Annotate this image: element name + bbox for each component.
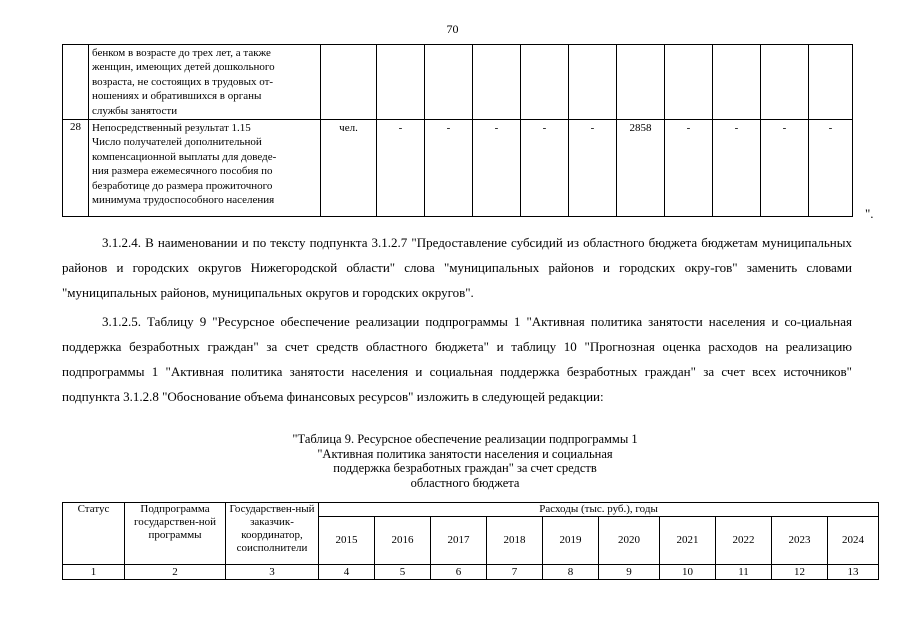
value-cell: - <box>425 120 473 217</box>
table-row <box>63 120 853 217</box>
value-cell: - <box>569 120 617 217</box>
value-cell: - <box>473 120 521 217</box>
column-number: 5 <box>375 565 431 580</box>
row-description-cell <box>89 120 321 217</box>
value-cell: - <box>665 120 713 217</box>
header-subprogram: Подпрограмма государствен-ной программы <box>125 503 226 565</box>
paragraph-text: 3.1.2.5. Таблицу 9 "Ресурсное обеспечение реализации подпрограммы 1 "Активная политика занятости населения и со-циальная поддержка безработных граждан" за счет средств областного бюджета" и таблицу 10 "Прогнозная оценка расходов на реализацию подпрограммы 1 "Активная политика занятости населения и социальная поддержка безработных граждан" за счет всех источников" подпункта 3.1.2.8 "Обоснование объема финансовых ресурсов" изложить в следующей редакции: <box>62 314 852 404</box>
header-expenses: Расходы (тыс. руб.), годы <box>319 503 879 517</box>
row-number: 28 <box>63 120 89 217</box>
text-line: минимума трудоспособного населения <box>92 194 275 207</box>
page-number: 70 <box>446 22 459 36</box>
header-customer: Государствен-ный заказчик-координатор, соисполнители <box>226 503 319 565</box>
column-number: 8 <box>543 565 599 580</box>
title-line: "Таблица 9. Ресурсное обеспечение реализации подпрограммы 1 <box>292 432 638 446</box>
header-status: Статус <box>63 503 125 565</box>
header-year: 2016 <box>375 517 431 565</box>
column-number: 6 <box>431 565 487 580</box>
header-year: 2020 <box>599 517 660 565</box>
paragraph-3-1-2-4 <box>62 230 852 305</box>
value-cell: - <box>521 120 569 217</box>
text-line: женщин, имеющих детей дошкольного <box>92 61 275 74</box>
value-cell: - <box>377 120 425 217</box>
title-line: "Активная политика занятости населения и социальная <box>317 446 613 461</box>
header-year: 2019 <box>543 517 599 565</box>
row-description-cell <box>89 45 321 120</box>
header-year: 2021 <box>660 517 716 565</box>
header-year: 2018 <box>487 517 543 565</box>
text-line: компенсационной выплаты для доведе- <box>92 150 277 163</box>
text-line: службы занятости <box>92 104 178 117</box>
column-number: 10 <box>660 565 716 580</box>
table9-title <box>260 432 670 490</box>
title-line: областного бюджета <box>410 475 520 490</box>
table9 <box>62 502 879 580</box>
header-row <box>63 503 879 517</box>
column-number: 13 <box>828 565 879 580</box>
column-number: 4 <box>319 565 375 580</box>
header-year: 2024 <box>828 517 879 565</box>
column-number: 11 <box>716 565 772 580</box>
column-numbers-row <box>63 565 879 580</box>
header-year: 2015 <box>319 517 375 565</box>
column-number: 2 <box>125 565 226 580</box>
header-year: 2023 <box>772 517 828 565</box>
header-year: 2022 <box>716 517 772 565</box>
column-number: 9 <box>599 565 660 580</box>
column-number: 3 <box>226 565 319 580</box>
paragraph-3-1-2-5 <box>62 309 852 409</box>
value-cell: 2858 <box>617 120 665 217</box>
text-line: бенком в возрасте до трех лет, а также <box>92 47 271 59</box>
column-number: 1 <box>63 565 125 580</box>
value-cell: - <box>713 120 761 217</box>
text-line: Непосредственный результат 1.15 <box>92 122 251 134</box>
paragraph-text: 3.1.2.4. В наименовании и по тексту подпункта 3.1.2.7 "Предоставление субсидий из областного бюджета бюджетам муниципальных районов и городских округов Нижегородской области" слова "муниципальных районов и городских окру-гов" заменить словами "муниципальных районов, муниципальных округов и городских округов". <box>62 235 852 300</box>
unit-cell: чел. <box>321 120 377 217</box>
table-row <box>63 45 853 120</box>
value-cell: - <box>809 120 853 217</box>
text-line: ношениях и обратившихся в органы <box>92 90 262 103</box>
text-line: возраста, не состоящих в трудовых от- <box>92 75 274 88</box>
text-line: Число получателей дополнительной <box>92 136 262 149</box>
header-year: 2017 <box>431 517 487 565</box>
text-line: ния размера ежемесячного пособия по <box>92 165 273 178</box>
closing-quote: ". <box>865 206 874 221</box>
column-number: 7 <box>487 565 543 580</box>
column-number: 12 <box>772 565 828 580</box>
indicators-table <box>62 44 853 217</box>
text-line: безработице до размера прожиточного <box>92 179 273 192</box>
title-line: поддержка безработных граждан" за счет средств <box>333 461 597 475</box>
value-cell: - <box>761 120 809 217</box>
